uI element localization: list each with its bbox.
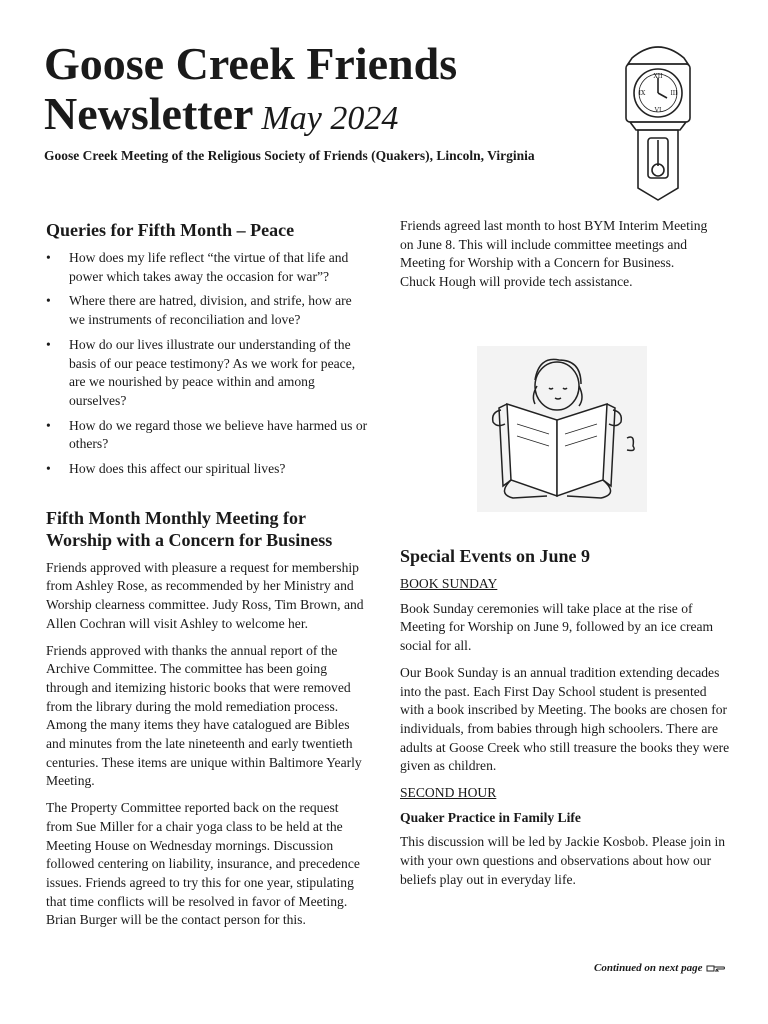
second-hour-title: Quaker Practice in Family Life (400, 809, 581, 825)
book-sunday-label: BOOK SUNDAY (400, 576, 498, 591)
book-sunday-paragraph: Our Book Sunday is an annual tradition extending decades into the past. Each First Day School student is presented with a book inscribed by Meeting. The books are chosen for individuals, from babies through high schoolers. There are adults at Goose Creek who still treasure the books they were given as children. (400, 664, 730, 774)
business-paragraph: Friends approved with thanks the annual report of the Archive Committee. The committee has been going through and itemizing historic books that were removed from the library during the mold remediation process. Among the many items they have catalogued are Bibles and minutes from the late nineteenth and early twentieth centuries. These items are unique within Baltimore Yearly Meeting. (46, 642, 362, 789)
business-paragraph: The Property Committee reported back on the request from Sue Miller for a chair yoga class to be held at the Meeting House on Wednesday mornings. Discussion followed centering on liability, insurance, and precedence issues. Friends agreed to try this for one year, stipulating that time conflicts will be resolved in favor of Meeting. Brian Burger will be the contact person for this. (46, 800, 360, 928)
issue-date: May 2024 (261, 100, 399, 137)
queries-list (46, 249, 368, 479)
newsletter-title-line2 (44, 88, 398, 145)
second-hour-label: SECOND HOUR (400, 785, 497, 801)
newsletter-word: Newsletter (44, 88, 254, 139)
query-item: • How do our lives illustrate our understanding of the basis of our peace testimony? As we work for peace, are we nourished by peace within and among ourselves? (46, 336, 368, 411)
special-events-section (400, 545, 730, 898)
newsletter-title: Goose Creek Friends (44, 38, 458, 89)
masthead-subtitle: Goose Creek Meeting of the Religious Society of Friends (Quakers), Lincoln, Virginia (44, 148, 535, 163)
query-item: • Where there are hatred, division, and strife, how are we instruments of reconciliation and love? (46, 292, 368, 329)
child-reading-book-icon (477, 346, 647, 512)
svg-text:XII: XII (653, 73, 663, 80)
svg-text:III: III (670, 90, 678, 97)
left-column (46, 219, 368, 938)
right-column (400, 217, 730, 300)
grandfather-clock-icon (618, 38, 698, 204)
second-hour-text: This discussion will be led by Jackie Kosbob. Please join in with your own questions and observations about how our beliefs play out in everyday life. (400, 834, 726, 887)
special-events-heading: Special Events on June 9 (400, 546, 591, 566)
business-paragraph: Friends approved with pleasure a request for membership from Ashley Rose, as recommended by her Ministry and Worship clearness committee. Judy Ross, Tim Brown, and Allen Cochran will visit Ashley to welcome her. (46, 559, 364, 631)
business-continuation: Friends agreed last month to host BYM Interim Meeting on June 8. This will include committee meetings and Meeting for Worship with a Concern for Business. Chuck Hough will provide tech assistance. (400, 218, 708, 290)
query-item: • How does this affect our spiritual lives? (46, 460, 368, 479)
business-heading: Fifth Month Monthly Meeting for Worship with a Concern for Business (46, 507, 333, 550)
svg-text:VI: VI (654, 107, 662, 114)
continued-text: Continued on next page (594, 962, 703, 974)
book-sunday-paragraph: Book Sunday ceremonies will take place at the rise of Meeting for Worship on June 9, followed by an ice cream social for all. (400, 600, 714, 654)
pointing-hand-icon (706, 963, 726, 973)
query-item: • How do we regard those we believe have harmed us or others? (46, 417, 368, 454)
svg-text:IX: IX (638, 90, 646, 97)
continued-note (594, 962, 726, 974)
queries-heading: Queries for Fifth Month – Peace (46, 220, 295, 240)
query-item: • How does my life reflect “the virtue of that life and power which takes away the occasion for war”? (46, 249, 368, 286)
